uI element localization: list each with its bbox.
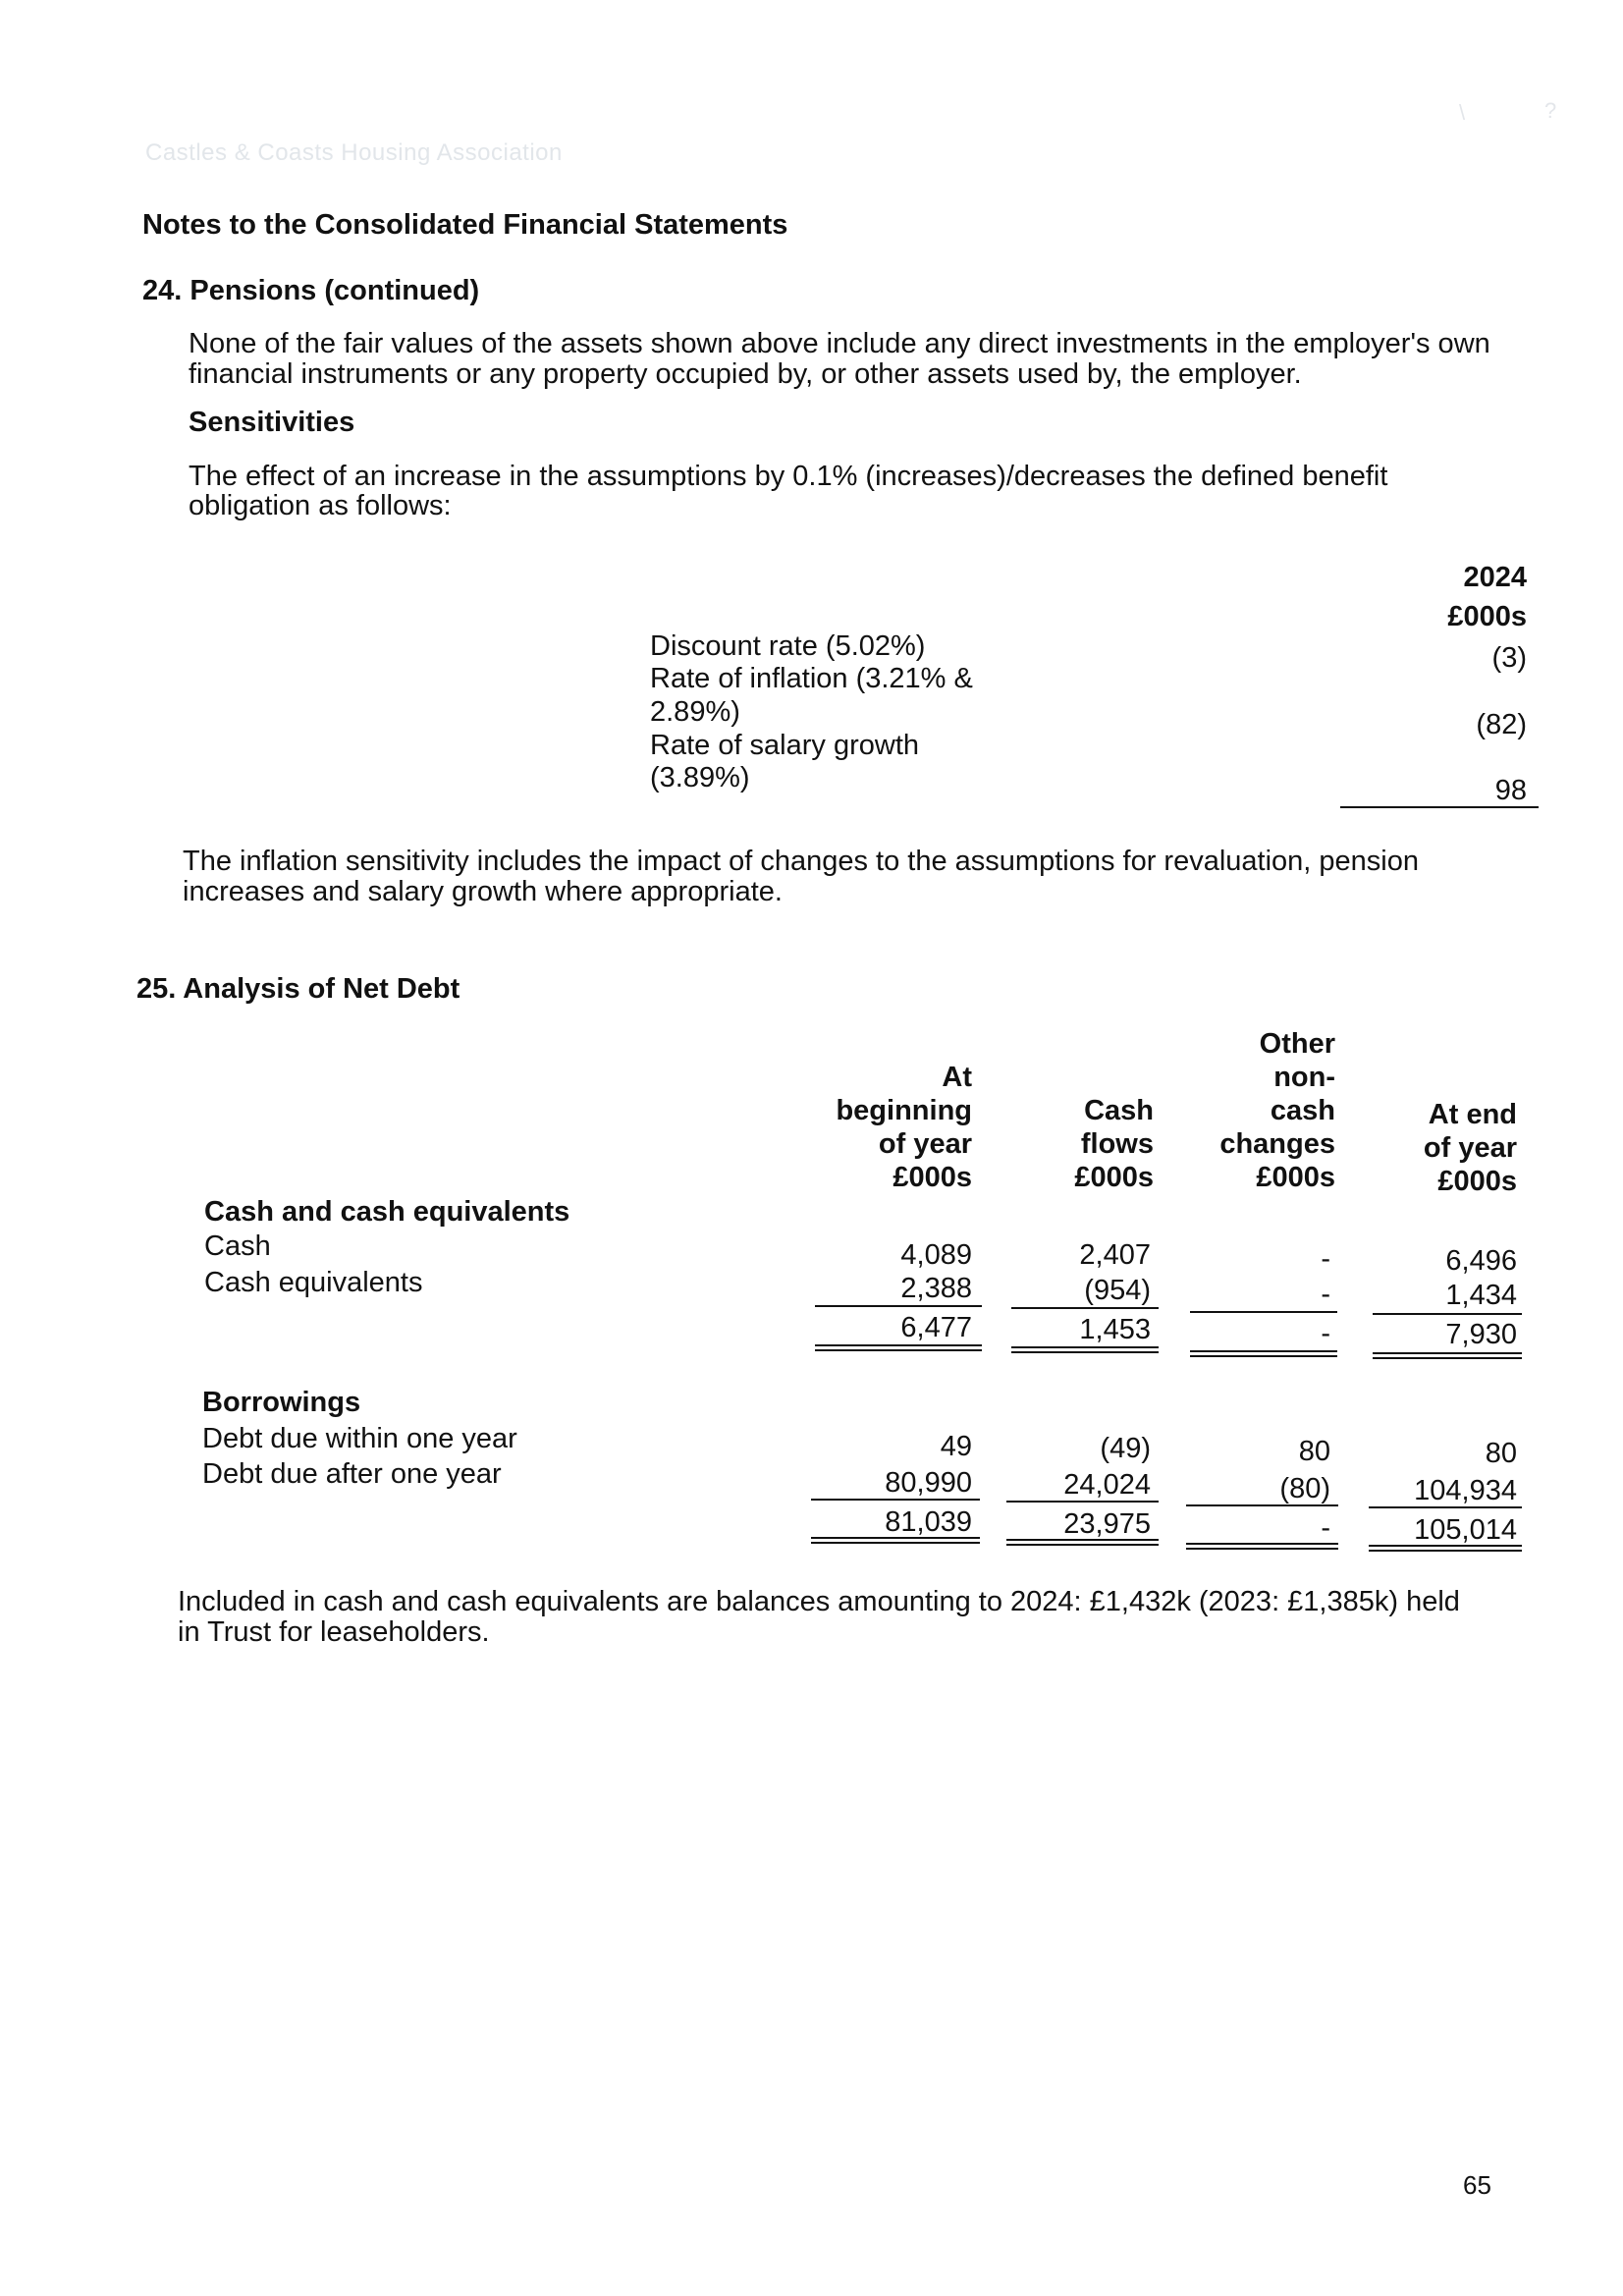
total-cell: 81,039 [885, 1506, 972, 1538]
table-cell: 80 [1298, 1436, 1330, 1467]
table-row-label: Debt due within one year [202, 1423, 517, 1454]
footnote-line-2: in Trust for leaseholders. [178, 1616, 490, 1648]
table-row-label: Cash equivalents [204, 1267, 423, 1298]
column-header-other-non-cash-changes: Other non- cash changes £000s [1219, 1028, 1335, 1193]
note-24-paragraph-2-line-2: obligation as follows: [189, 490, 452, 521]
table-cell: 1,434 [1445, 1280, 1517, 1311]
table-cell: (80) [1279, 1473, 1330, 1504]
page-number: 65 [1463, 2170, 1491, 2200]
table-cell: (954) [1084, 1275, 1151, 1306]
table-row-label: Cash [204, 1230, 271, 1262]
total-double-rule [1369, 1545, 1522, 1552]
section-title-cash: Cash and cash equivalents [204, 1196, 570, 1228]
table-cell: 49 [940, 1431, 972, 1462]
subtotal-rule [1369, 1506, 1522, 1508]
note-24-paragraph-3-line-1: The inflation sensitivity includes the impact of changes to the assumptions for revaluation, pension [183, 846, 1419, 877]
total-double-rule [1190, 1350, 1337, 1357]
sensitivities-unit-header: £000s [1447, 601, 1527, 632]
total-double-rule [1186, 1543, 1338, 1550]
note-24-paragraph-3-line-2: increases and salary growth where appropriate. [183, 876, 783, 907]
sensitivity-label: Rate of salary growth [650, 730, 920, 761]
sensitivity-label-continued: (3.89%) [650, 762, 750, 793]
subtotal-rule [1186, 1504, 1338, 1506]
total-cell: 23,975 [1063, 1508, 1151, 1540]
total-cell: - [1321, 1512, 1330, 1544]
total-double-rule [815, 1344, 982, 1351]
sensitivity-label-continued: 2.89%) [650, 696, 740, 728]
subtotal-rule [815, 1305, 982, 1307]
subtotal-rule [1373, 1313, 1522, 1315]
sensitivity-value: (82) [1476, 709, 1527, 740]
total-double-rule [1006, 1539, 1159, 1546]
table-cell: - [1321, 1243, 1330, 1275]
sensitivities-heading: Sensitivities [189, 407, 355, 438]
total-cell: 7,930 [1445, 1319, 1517, 1350]
organisation-name: Castles & Coasts Housing Association [145, 139, 563, 166]
table-cell: 24,024 [1063, 1469, 1151, 1501]
table-cell: (49) [1100, 1433, 1151, 1464]
table-cell: 4,089 [900, 1239, 972, 1271]
total-cell: 1,453 [1079, 1314, 1151, 1345]
table-cell: 2,407 [1079, 1239, 1151, 1271]
sensitivity-value: (3) [1491, 642, 1527, 674]
page-title: Notes to the Consolidated Financial Statements [142, 209, 788, 241]
sensitivity-value: 98 [1494, 775, 1527, 806]
table-cell: 80,990 [885, 1467, 972, 1499]
subtotal-rule [811, 1499, 980, 1501]
note-25-heading: 25. Analysis of Net Debt [136, 973, 460, 1005]
total-double-rule [1373, 1352, 1522, 1359]
table-cell: 104,934 [1414, 1475, 1517, 1506]
total-cell: 105,014 [1414, 1514, 1517, 1546]
note-24-paragraph-1-line-1: None of the fair values of the assets shown above include any direct investments in the employer's own [189, 328, 1490, 359]
total-double-rule [1011, 1346, 1159, 1353]
sensitivity-label: Rate of inflation (3.21% & [650, 663, 973, 694]
footnote-line-1: Included in cash and cash equivalents are balances amounting to 2024: £1,432k (2023: £1,385k) held [178, 1586, 1460, 1617]
column-header-at-beginning-of-year: At beginning of year £000s [836, 1062, 972, 1193]
column-header-cash-flows: Cash flows £000s [1074, 1095, 1154, 1193]
sensitivities-year-header: 2024 [1463, 562, 1527, 593]
total-double-rule [811, 1537, 980, 1544]
section-title-borrowings: Borrowings [202, 1387, 361, 1418]
scan-mark-right: ? [1544, 98, 1557, 123]
subtotal-rule [1011, 1307, 1159, 1309]
table-row-label: Debt due after one year [202, 1458, 502, 1490]
note-24-heading: 24. Pensions (continued) [142, 275, 480, 306]
sensitivity-label: Discount rate (5.02%) [650, 630, 926, 662]
note-24-paragraph-2-line-1: The effect of an increase in the assumptions by 0.1% (increases)/decreases the defined benefit [189, 461, 1388, 492]
total-cell: 6,477 [900, 1312, 972, 1343]
note-24-paragraph-1-line-2: financial instruments or any property occupied by, or other assets used by, the employer. [189, 358, 1302, 390]
sensitivities-rule [1340, 806, 1539, 808]
total-cell: - [1321, 1318, 1330, 1349]
table-cell: - [1321, 1279, 1330, 1310]
subtotal-rule [1006, 1501, 1159, 1503]
scan-mark-left: \ [1459, 100, 1466, 125]
table-cell: 6,496 [1445, 1245, 1517, 1277]
subtotal-rule [1190, 1311, 1337, 1313]
column-header-at-end-of-year: At end of year £000s [1423, 1099, 1517, 1197]
table-cell: 2,388 [900, 1273, 972, 1304]
table-cell: 80 [1485, 1438, 1517, 1469]
